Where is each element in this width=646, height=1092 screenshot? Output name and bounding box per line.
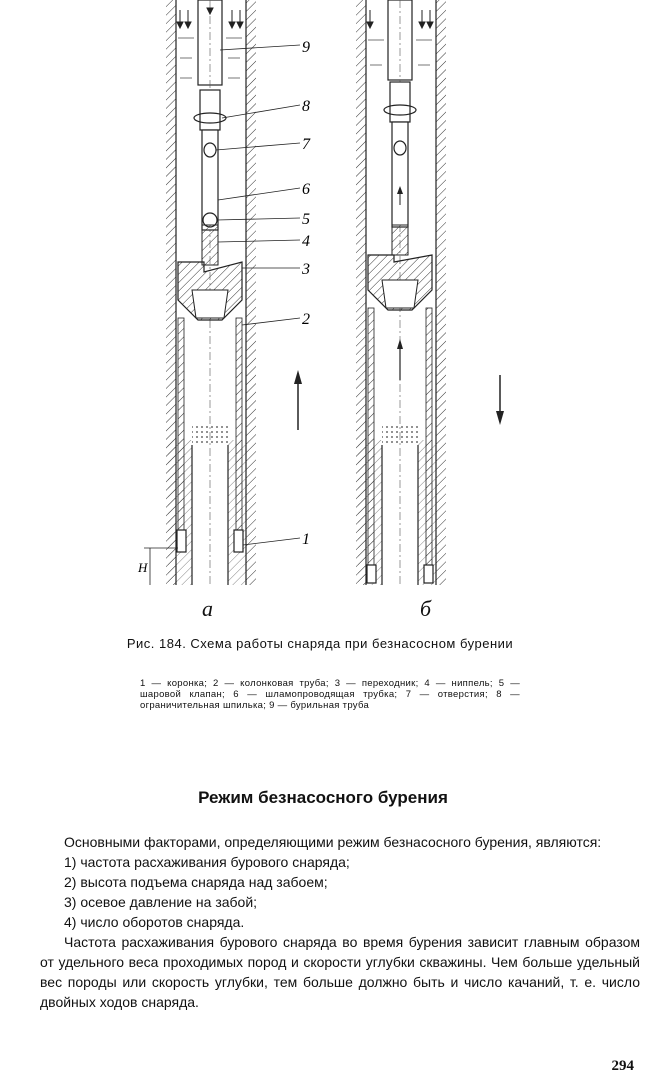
callout-2: 2 xyxy=(302,311,310,328)
diagram-b xyxy=(356,0,504,585)
figure-caption: Рис. 184. Схема работы снаряда при безнасосном бурении xyxy=(126,636,514,651)
callout-6: 6 xyxy=(302,181,310,198)
callout-1: 1 xyxy=(302,531,310,548)
callout-7: 7 xyxy=(302,136,310,153)
section-heading: Режим безнасосного бурения xyxy=(198,788,448,807)
list-item: 1) частота расхаживания бурового снаряда; xyxy=(64,854,350,870)
dimension-h-label: H xyxy=(138,560,148,575)
drilling-tool-diagram xyxy=(130,0,530,600)
figure-label-a: а xyxy=(202,596,213,621)
callout-4: 4 xyxy=(302,233,310,250)
list-item: 3) осевое давление на забой; xyxy=(64,894,258,910)
list-item: 2) высота подъема снаряда над забоем; xyxy=(64,874,328,890)
callout-9: 9 xyxy=(302,39,310,56)
callout-5: 5 xyxy=(302,211,310,228)
callout-8: 8 xyxy=(302,98,310,115)
figure-label-b: б xyxy=(420,596,432,621)
list-item: 4) число оборотов снаряда. xyxy=(64,914,245,930)
page-number: 294 xyxy=(611,1058,634,1074)
intro-paragraph: Основными факторами, определяющими режим безнасосного бурения, являются: xyxy=(64,834,602,850)
diagram-a xyxy=(144,0,302,585)
callout-3: 3 xyxy=(302,261,310,278)
body-text xyxy=(40,832,640,1012)
figure-legend xyxy=(140,678,520,711)
body-paragraph: Частота расхаживания бурового снаряда во время бурения зависит главным образом от удельного веса проходимых пород и скорости углубки скважины. Чем больше удельный вес породы или скорость углубки, тем больше должно быть и число качаний, т. е. число двойных ходов снаряда. xyxy=(40,934,640,1010)
legend-text: 1 — коронка; 2 — колонковая труба; 3 — переходник; 4 — ниппель; 5 — шаровой клапан; 6 — шламопроводящая трубка; 7 — отверстия; 8 — ограничительная шпилька; 9 — бурильная труба xyxy=(140,678,520,711)
